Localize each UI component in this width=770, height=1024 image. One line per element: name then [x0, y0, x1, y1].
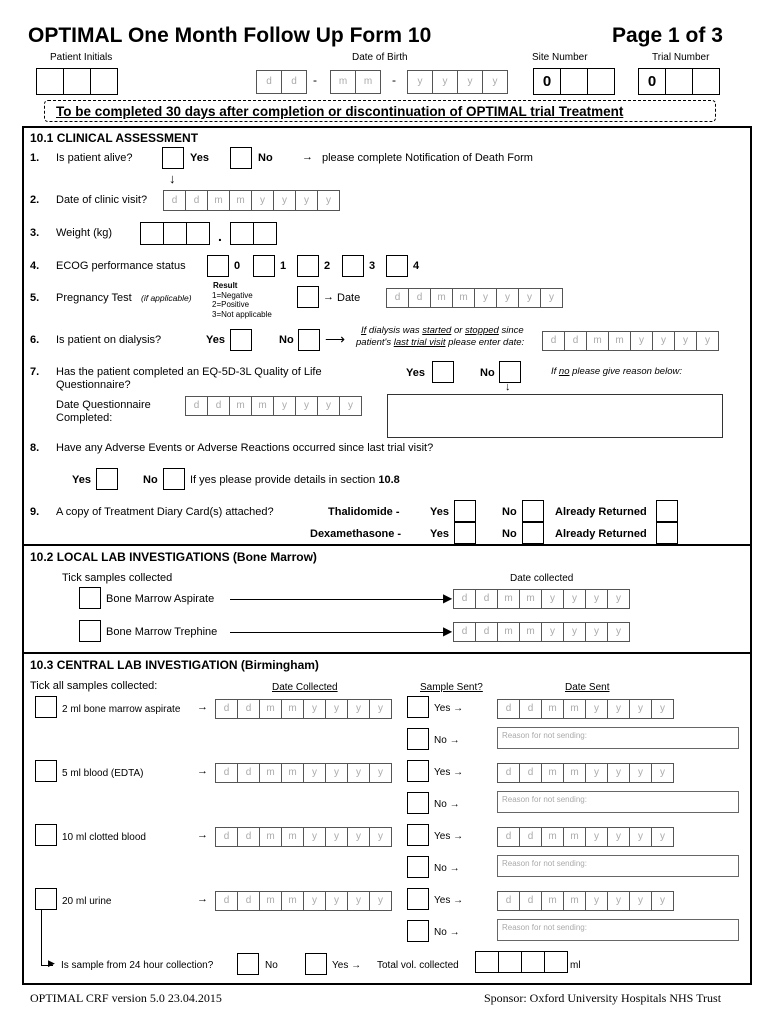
ecog-3-checkbox[interactable]	[342, 255, 364, 277]
arrow-right-icon: →	[197, 829, 208, 841]
reason-not-sent-field[interactable]: Reason for not sending:	[497, 727, 739, 749]
eq5d-reason-field[interactable]	[387, 394, 723, 438]
arrow-right-icon: →	[197, 701, 208, 713]
trial-number-label: Trial Number	[652, 52, 710, 63]
footer-sponsor: Sponsor: Oxford University Hospitals NHS Trust	[484, 991, 722, 1005]
dob-year[interactable]: y y y y	[407, 70, 508, 94]
patient-initials-box-2[interactable]	[63, 68, 91, 95]
sample-sent-yes-checkbox[interactable]	[407, 824, 429, 846]
total-volume-digit-4[interactable]	[544, 951, 568, 973]
arrow-right-icon: →	[323, 291, 334, 303]
arrow-head-icon: ▶	[443, 624, 453, 638]
dialysis-no-checkbox[interactable]	[298, 329, 320, 351]
site-number-box-2[interactable]	[560, 68, 588, 95]
weight-decimal-1[interactable]	[230, 222, 254, 245]
central-date-collected[interactable]: d d m m y y y y	[215, 891, 392, 911]
sample-sent-yes-checkbox[interactable]	[407, 760, 429, 782]
sample-sent-yes-checkbox[interactable]	[407, 888, 429, 910]
arrow-head-icon: ▶	[443, 591, 453, 605]
central-sample-label: 5 ml blood (EDTA)	[62, 768, 144, 779]
dob-label: Date of Birth	[352, 52, 408, 63]
pregnancy-test-date[interactable]: d d m m y y y y	[386, 288, 563, 308]
arrow-right-icon: →	[197, 765, 208, 777]
dob-day[interactable]: d d	[256, 70, 307, 94]
ae-no-checkbox[interactable]	[163, 468, 185, 490]
dialysis-yes-checkbox[interactable]	[230, 329, 252, 351]
site-number-box-1[interactable]: 0	[533, 68, 561, 95]
reason-not-sent-field[interactable]: Reason for not sending:	[497, 855, 739, 877]
section-title-central-lab: 10.3 CENTRAL LAB INVESTIGATION (Birmingham)	[30, 658, 319, 672]
ecog-4-checkbox[interactable]	[386, 255, 408, 277]
central-date-sent[interactable]: d d m m y y y y	[497, 827, 674, 847]
arrow-right-icon: ⟶	[325, 331, 346, 347]
pregnancy-result-box[interactable]	[297, 286, 319, 308]
dexamethasone-no-checkbox[interactable]	[522, 522, 544, 544]
central-date-sent[interactable]: d d m m y y y y	[497, 891, 674, 911]
24h-collection-yes-checkbox[interactable]	[305, 953, 327, 975]
dob-month[interactable]: m m	[330, 70, 381, 94]
weight-digit-1[interactable]	[140, 222, 164, 245]
footer-version: OPTIMAL CRF version 5.0 23.04.2015	[30, 991, 222, 1005]
central-sample-checkbox[interactable]	[35, 760, 57, 782]
bm-aspirate-checkbox[interactable]	[79, 587, 101, 609]
patient-initials-label: Patient Initials	[50, 52, 113, 63]
reason-not-sent-field[interactable]: Reason for not sending:	[497, 919, 739, 941]
total-volume-digit-2[interactable]	[498, 951, 522, 973]
site-number-label: Site Number	[532, 52, 588, 63]
ecog-2-checkbox[interactable]	[297, 255, 319, 277]
central-date-sent[interactable]: d d m m y y y y	[497, 763, 674, 783]
ae-yes-checkbox[interactable]	[96, 468, 118, 490]
sample-sent-no-checkbox[interactable]	[407, 728, 429, 750]
dexamethasone-yes-checkbox[interactable]	[454, 522, 476, 544]
bm-aspirate-date[interactable]: d d m m y y y y	[453, 589, 630, 609]
dexamethasone-returned-checkbox[interactable]	[656, 522, 678, 544]
instruction-banner-text: To be completed 30 days after completion or discontinuation of OPTIMAL trial Treatment	[56, 104, 624, 119]
total-volume-digit-3[interactable]	[521, 951, 545, 973]
eq5d-completed-date[interactable]: d d m m y y y y	[185, 396, 362, 416]
sample-sent-yes-checkbox[interactable]	[407, 696, 429, 718]
central-date-sent[interactable]: d d m m y y y y	[497, 699, 674, 719]
central-sample-checkbox[interactable]	[35, 824, 57, 846]
clinic-visit-date[interactable]: d d m m y y y y	[163, 190, 340, 211]
weight-digit-2[interactable]	[163, 222, 187, 245]
sample-sent-no-checkbox[interactable]	[407, 920, 429, 942]
dialysis-date[interactable]: d d m m y y y y	[542, 331, 719, 351]
central-sample-checkbox[interactable]	[35, 888, 57, 910]
central-date-collected[interactable]: d d m m y y y y	[215, 763, 392, 783]
sample-sent-no-checkbox[interactable]	[407, 792, 429, 814]
central-sample-checkbox[interactable]	[35, 696, 57, 718]
thalidomide-yes-checkbox[interactable]	[454, 500, 476, 522]
bm-trephine-date[interactable]: d d m m y y y y	[453, 622, 630, 642]
central-date-collected[interactable]: d d m m y y y y	[215, 699, 392, 719]
arrow-right-icon: →	[302, 151, 313, 163]
form-title: OPTIMAL One Month Follow Up Form 10	[28, 24, 432, 47]
trial-number-box-2[interactable]	[665, 68, 693, 95]
eq5d-yes-checkbox[interactable]	[432, 361, 454, 383]
site-number-box-3[interactable]	[587, 68, 615, 95]
central-sample-label: 2 ml bone marrow aspirate	[62, 704, 181, 715]
sample-sent-no-checkbox[interactable]	[407, 856, 429, 878]
eq5d-no-checkbox[interactable]	[499, 361, 521, 383]
weight-digit-3[interactable]	[186, 222, 210, 245]
bm-trephine-checkbox[interactable]	[79, 620, 101, 642]
page-number: Page 1 of 3	[612, 24, 723, 47]
weight-decimal-2[interactable]	[253, 222, 277, 245]
trial-number-box-1[interactable]: 0	[638, 68, 666, 95]
central-sample-label: 20 ml urine	[62, 896, 112, 907]
thalidomide-no-checkbox[interactable]	[522, 500, 544, 522]
section-title-local-lab: 10.2 LOCAL LAB INVESTIGATIONS (Bone Marrow)	[30, 550, 317, 564]
section-title-clinical: 10.1 CLINICAL ASSESSMENT	[30, 131, 199, 145]
alive-no-checkbox[interactable]	[230, 147, 252, 169]
arrow-down-icon: ↓	[169, 171, 176, 186]
total-volume-digit-1[interactable]	[475, 951, 499, 973]
arrow-right-icon: →	[197, 893, 208, 905]
patient-initials-box-1[interactable]	[36, 68, 64, 95]
central-sample-label: 10 ml clotted blood	[62, 832, 146, 843]
ecog-1-checkbox[interactable]	[253, 255, 275, 277]
central-date-collected[interactable]: d d m m y y y y	[215, 827, 392, 847]
ecog-0-checkbox[interactable]	[207, 255, 229, 277]
arrow-head-icon: ▶	[48, 958, 55, 968]
patient-initials-box-3[interactable]	[90, 68, 118, 95]
arrow-down-icon: ↓	[505, 381, 511, 393]
reason-not-sent-field[interactable]: Reason for not sending:	[497, 791, 739, 813]
trial-number-box-3[interactable]	[692, 68, 720, 95]
alive-yes-checkbox[interactable]	[162, 147, 184, 169]
24h-collection-no-checkbox[interactable]	[237, 953, 259, 975]
thalidomide-returned-checkbox[interactable]	[656, 500, 678, 522]
